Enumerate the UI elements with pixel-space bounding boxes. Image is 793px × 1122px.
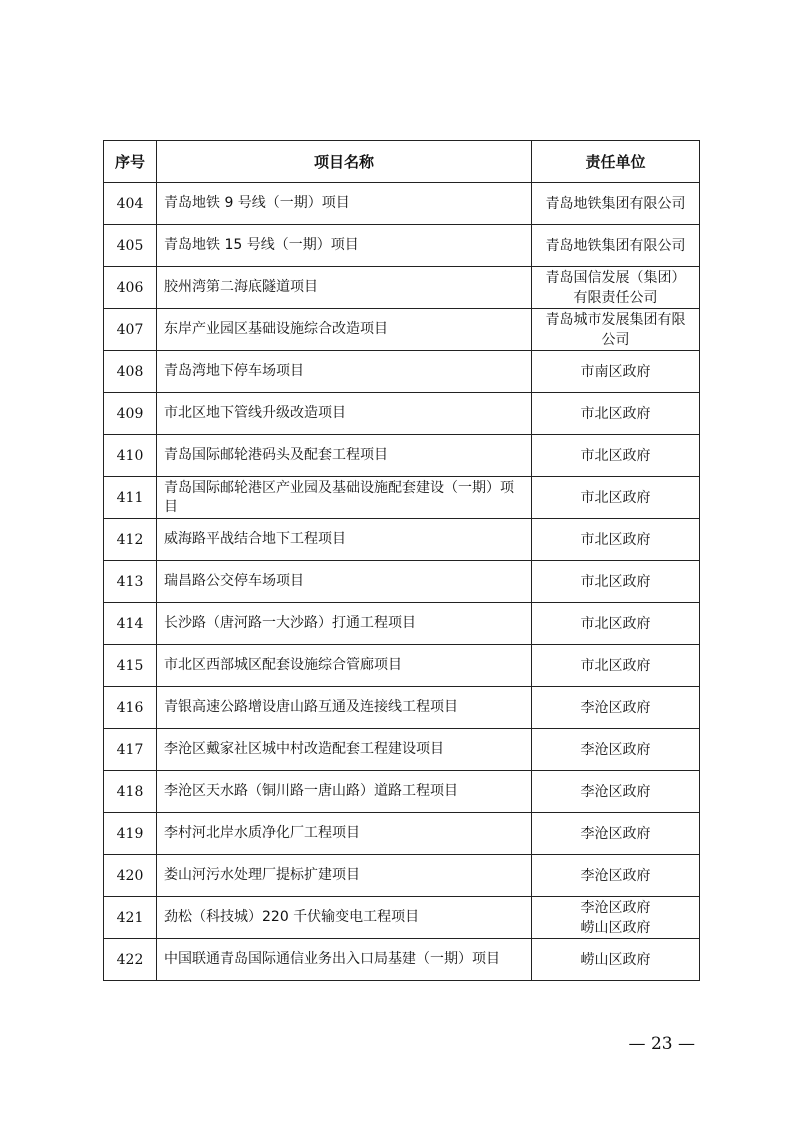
table-row: [104, 477, 700, 519]
row-serial-number: 414: [104, 603, 157, 645]
row-project-name: 东岸产业园区基础设施综合改造项目: [157, 309, 532, 351]
header-serial-number: 序号: [104, 141, 157, 183]
row-serial-number: 421: [104, 897, 157, 939]
row-project-name: 长沙路（唐河路一大沙路）打通工程项目: [157, 603, 532, 645]
row-serial-number: 417: [104, 729, 157, 771]
row-responsible-unit: 市南区政府: [532, 351, 700, 393]
row-project-name: 劲松（科技城）220 千伏输变电工程项目: [157, 897, 532, 939]
row-serial-number: 411: [104, 477, 157, 519]
row-project-name: 市北区西部城区配套设施综合管廊项目: [157, 645, 532, 687]
table-row: [104, 225, 700, 267]
row-responsible-unit: 市北区政府: [532, 645, 700, 687]
row-serial-number: 420: [104, 855, 157, 897]
row-responsible-unit: 市北区政府: [532, 477, 700, 519]
row-responsible-unit: 李沧区政府 崂山区政府: [532, 897, 700, 939]
project-table: [103, 140, 700, 981]
row-responsible-unit: 李沧区政府: [532, 771, 700, 813]
row-serial-number: 409: [104, 393, 157, 435]
row-responsible-unit: 李沧区政府: [532, 813, 700, 855]
row-project-name: 李村河北岸水质净化厂工程项目: [157, 813, 532, 855]
row-project-name: 青岛地铁 15 号线（一期）项目: [157, 225, 532, 267]
row-project-name: 青岛国际邮轮港区产业园及基础设施配套建设（一期）项目: [157, 477, 532, 519]
row-responsible-unit: 市北区政府: [532, 435, 700, 477]
table-row: [104, 687, 700, 729]
table-row: [104, 645, 700, 687]
row-responsible-unit: 市北区政府: [532, 561, 700, 603]
row-serial-number: 418: [104, 771, 157, 813]
table-row: [104, 603, 700, 645]
row-serial-number: 416: [104, 687, 157, 729]
row-serial-number: 412: [104, 519, 157, 561]
row-project-name: 青岛湾地下停车场项目: [157, 351, 532, 393]
row-project-name: 青岛地铁 9 号线（一期）项目: [157, 183, 532, 225]
header-project-name: 项目名称: [157, 141, 532, 183]
row-project-name: 威海路平战结合地下工程项目: [157, 519, 532, 561]
table-row: [104, 393, 700, 435]
page-number: — 23 —: [628, 1034, 695, 1054]
row-responsible-unit: 市北区政府: [532, 519, 700, 561]
row-responsible-unit: 青岛地铁集团有限公司: [532, 225, 700, 267]
row-serial-number: 415: [104, 645, 157, 687]
row-serial-number: 407: [104, 309, 157, 351]
row-serial-number: 406: [104, 267, 157, 309]
header-responsible-unit: 责任单位: [532, 141, 700, 183]
row-serial-number: 408: [104, 351, 157, 393]
row-project-name: 中国联通青岛国际通信业务出入口局基建（一期）项目: [157, 939, 532, 981]
row-responsible-unit: 李沧区政府: [532, 687, 700, 729]
table-row: [104, 855, 700, 897]
row-project-name: 瑞昌路公交停车场项目: [157, 561, 532, 603]
table-row: [104, 729, 700, 771]
table-row: [104, 939, 700, 981]
row-responsible-unit: 市北区政府: [532, 603, 700, 645]
table-row: [104, 771, 700, 813]
row-responsible-unit: 青岛城市发展集团有限 公司: [532, 309, 700, 351]
row-project-name: 胶州湾第二海底隧道项目: [157, 267, 532, 309]
table-row: [104, 267, 700, 309]
row-serial-number: 405: [104, 225, 157, 267]
row-responsible-unit: 李沧区政府: [532, 855, 700, 897]
table-row: [104, 813, 700, 855]
table-body: [104, 183, 700, 981]
table-row: [104, 519, 700, 561]
table-header-row: [104, 141, 700, 183]
row-project-name: 娄山河污水处理厂提标扩建项目: [157, 855, 532, 897]
row-responsible-unit: 崂山区政府: [532, 939, 700, 981]
table-row: [104, 561, 700, 603]
row-project-name: 市北区地下管线升级改造项目: [157, 393, 532, 435]
row-responsible-unit: 青岛地铁集团有限公司: [532, 183, 700, 225]
row-serial-number: 413: [104, 561, 157, 603]
table-row: [104, 435, 700, 477]
row-serial-number: 404: [104, 183, 157, 225]
row-project-name: 李沧区天水路（铜川路一唐山路）道路工程项目: [157, 771, 532, 813]
row-responsible-unit: 青岛国信发展（集团） 有限责任公司: [532, 267, 700, 309]
table-row: [104, 351, 700, 393]
row-project-name: 李沧区戴家社区城中村改造配套工程建设项目: [157, 729, 532, 771]
table-row: [104, 897, 700, 939]
table-row: [104, 309, 700, 351]
row-responsible-unit: 市北区政府: [532, 393, 700, 435]
row-responsible-unit: 李沧区政府: [532, 729, 700, 771]
row-project-name: 青岛国际邮轮港码头及配套工程项目: [157, 435, 532, 477]
table-row: [104, 183, 700, 225]
row-serial-number: 410: [104, 435, 157, 477]
row-serial-number: 419: [104, 813, 157, 855]
row-project-name: 青银高速公路增设唐山路互通及连接线工程项目: [157, 687, 532, 729]
row-serial-number: 422: [104, 939, 157, 981]
